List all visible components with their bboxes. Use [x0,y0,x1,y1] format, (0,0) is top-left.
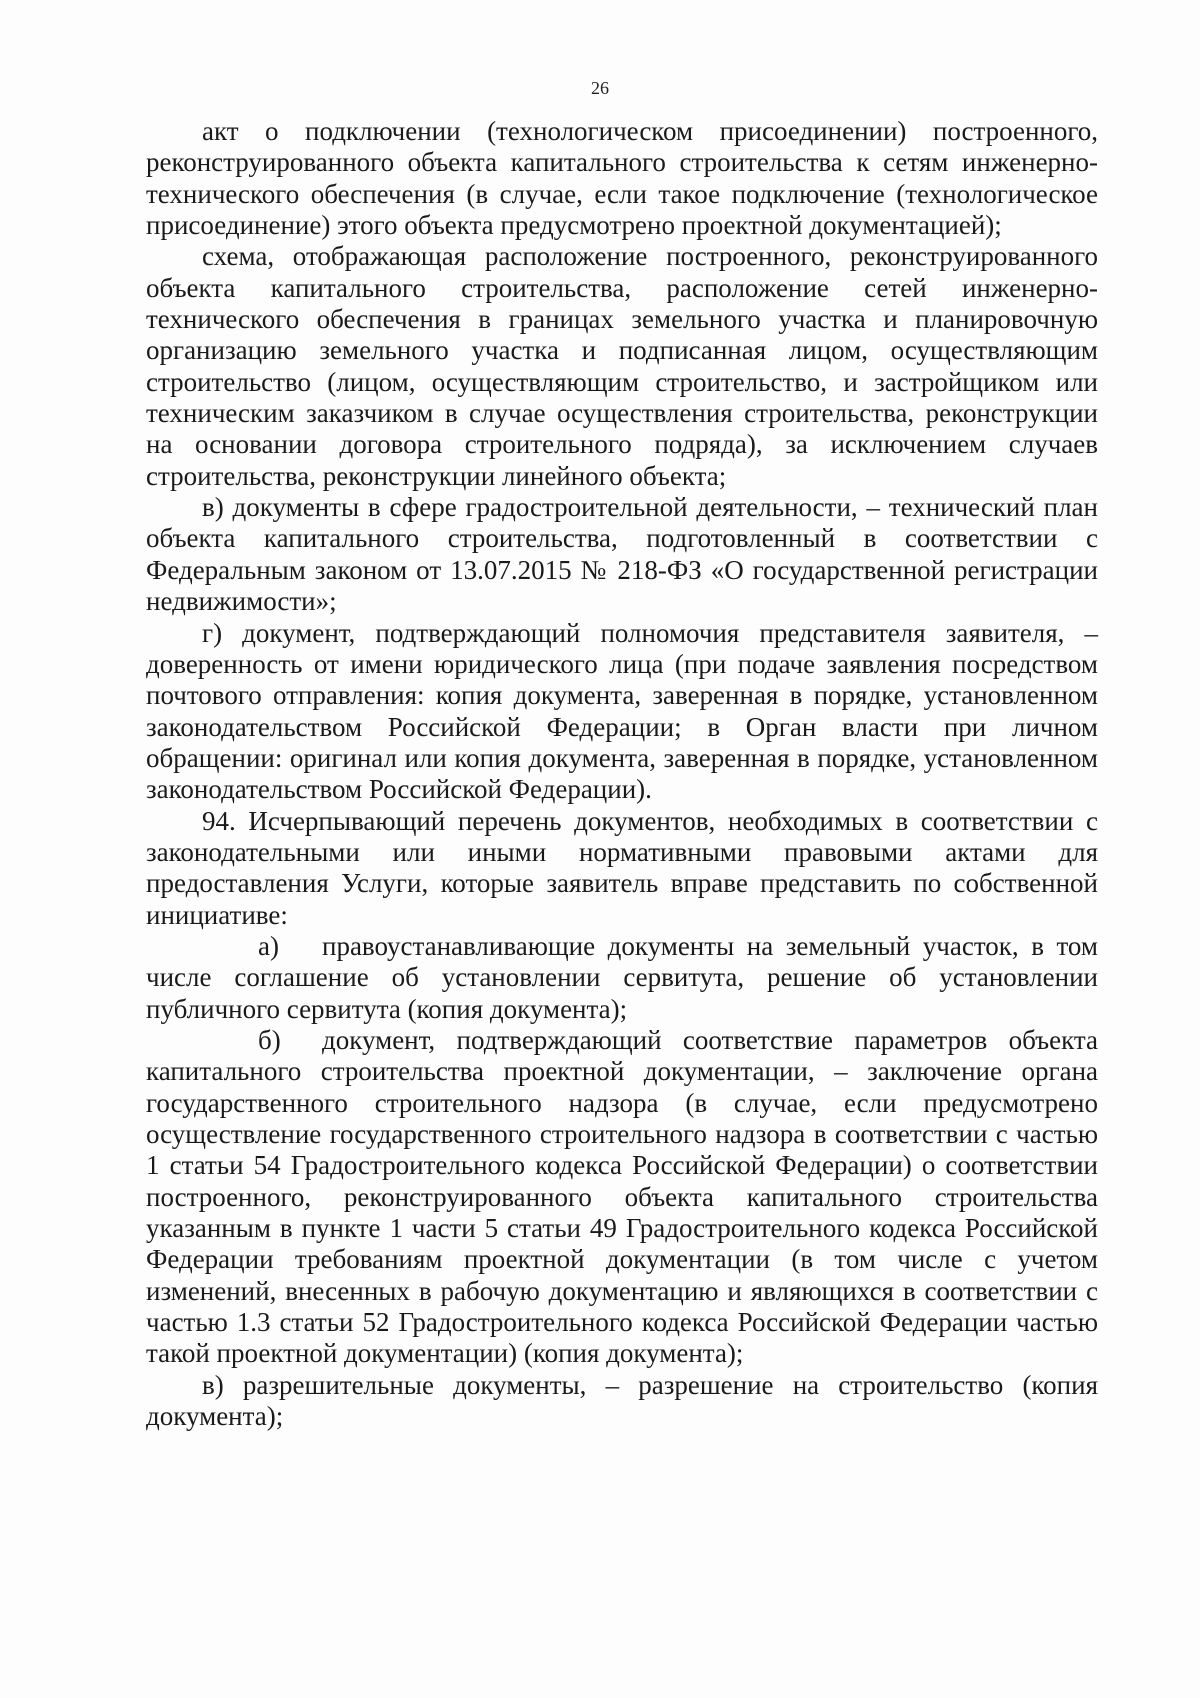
paragraph-act-connection: акт о подключении (технологическом присоединении) построенного, реконструированного объекта капитального строительства к сетям инженерно-технического обеспечения (в случае, если такое подключение (технологическое присоединение) этого объекта предусмотрено проектной документацией); [146,116,1098,241]
paragraph-94: 94. Исчерпывающий перечень документов, необходимых в соответствии с законодательными или иными нормативными правовыми актами для предоставления Услуги, которые заявитель вправе представить по собственной инициативе: [146,805,1098,930]
paragraph-scheme: схема, отображающая расположение построенного, реконструированного объекта капитального строительства, расположение сетей инженерно-технического обеспечения в границах земельного участка и планировочную организацию земельного участка и подписанная лицом, осуществляющим строительство (лицом, осуществляющим строительство, и застройщиком или техническим заказчиком в случае осуществления строительства, реконструкции на основании договора строительного подряда), за исключением случаев строительства, реконструкции линейного объекта; [146,241,1098,491]
paragraph-v-documents: в) документы в сфере градостроительной деятельности, – технический план объекта капитального строительства, подготовленный в соответствии с Федеральным законом от 13.07.2015 № 218-ФЗ «О государственной регистрации недвижимости»; [146,492,1098,617]
list-item-text: документ, подтверждающий соответствие параметров объекта капитального строительства проектной документации, – заключение органа государственного строительного надзора (в случае, если предусмотрено осуществление государственного строительного надзора в соответствии с частью 1 статьи 54 Градостроительного кодекса Российской Федерации) о соответствии построенного, реконструированного объекта капитального строительства указанным в пункте 1 части 5 статьи 49 Градостроительного кодекса Российской Федерации требованиям проектной документации (в том числе с учетом изменений, внесенных в рабочую документацию и являющихся в соответствии с частью 1.3 статьи 52 Градостроительного кодекса Российской Федерации частью такой проектной документации) (копия документа); [146,1024,1098,1369]
document-body [146,116,1098,1432]
list-item-text: правоустанавливающие документы на земельный участок, в том числе соглашение об установлении сервитута, решение об установлении публичного сервитута (копия документа); [146,930,1098,1024]
list-item-marker: а) [258,930,279,961]
paragraph-g-document: г) документ, подтверждающий полномочия представителя заявителя, – доверенность от имени юридического лица (при подаче заявления посредством почтового отправления: копия документа, заверенная в порядке, установленном законодательством Российской Федерации; в Орган власти при личном обращении: оригинал или копия документа, заверенная в порядке, установленном законодательством Российской Федерации). [146,617,1098,805]
list-item-marker: б) [258,1024,281,1055]
list-item-a [146,931,1098,1025]
list-item-b [146,1025,1098,1370]
page-number: 26 [591,78,609,98]
paragraph-v-permits: в) разрешительные документы, – разрешение на строительство (копия документа); [146,1369,1098,1432]
